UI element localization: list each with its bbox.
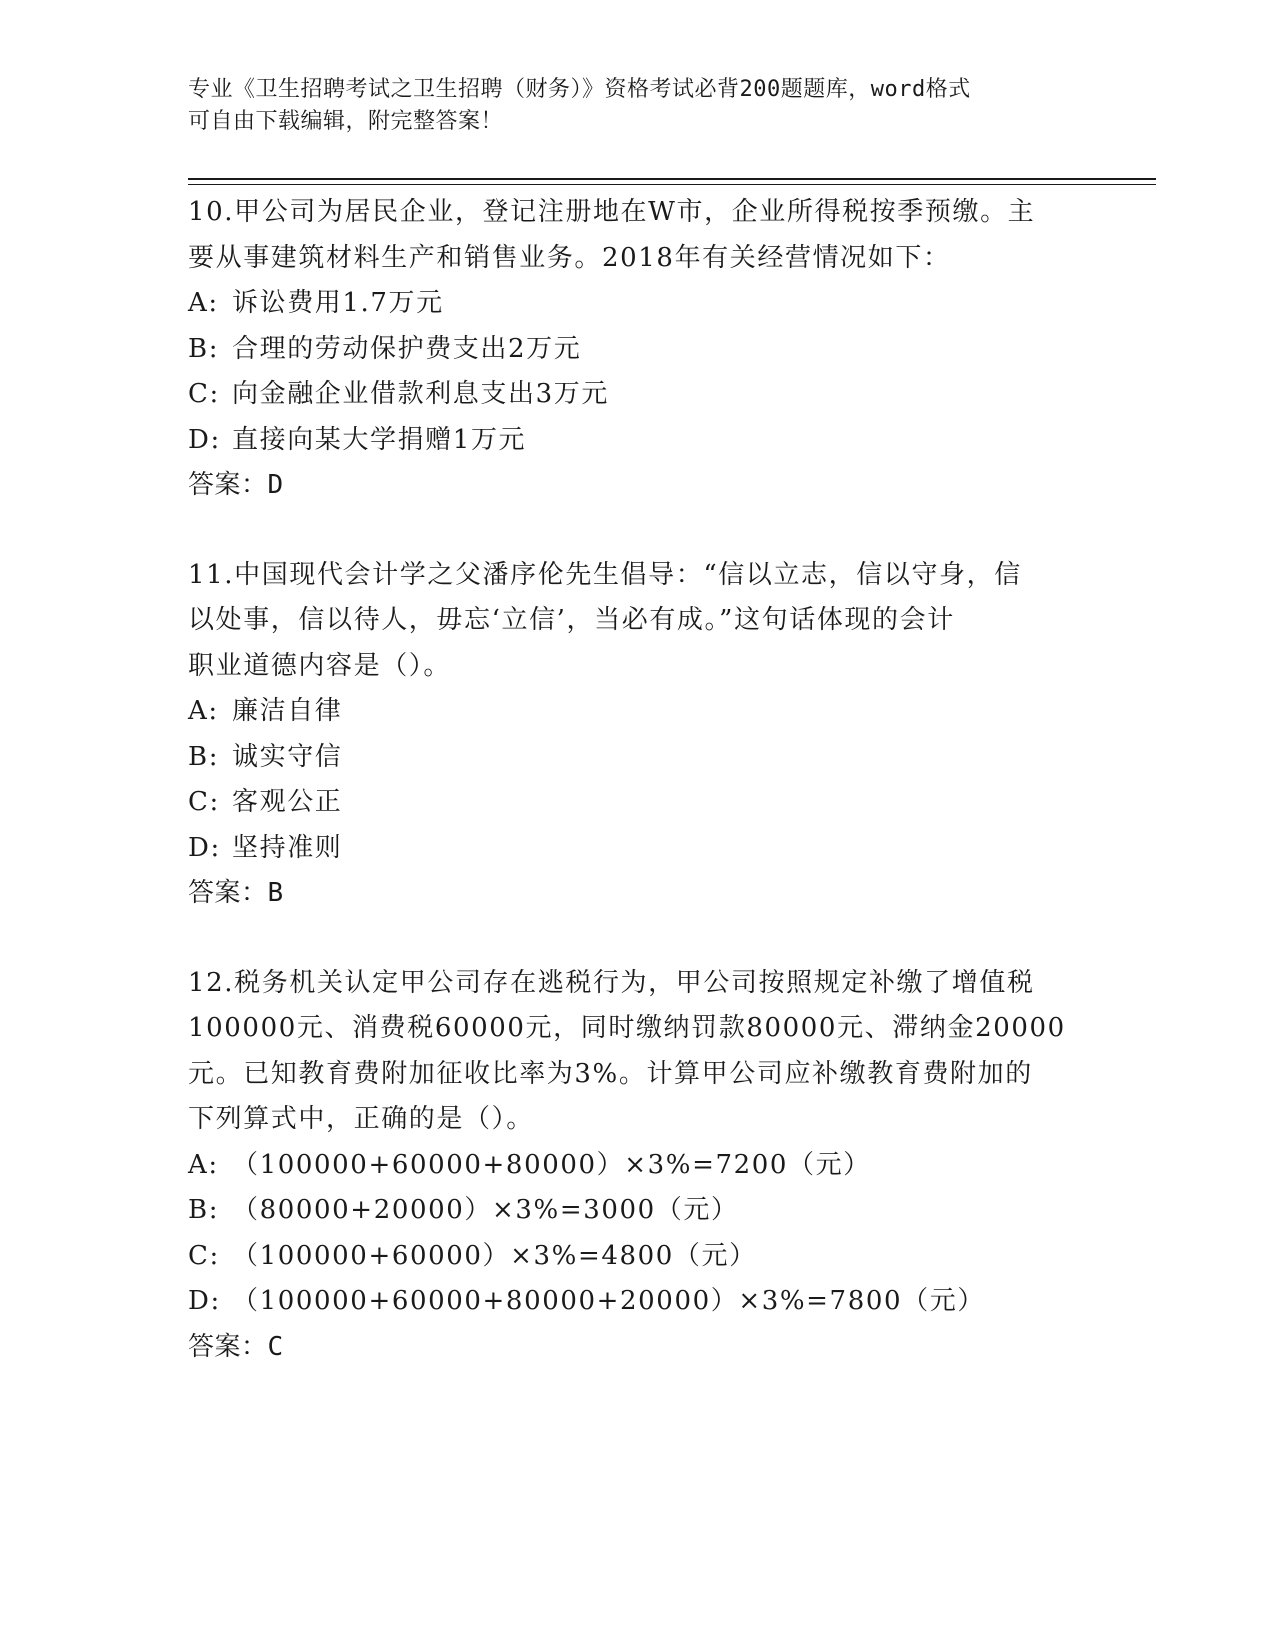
question-stem-line: 10.甲公司为居民企业，登记注册地在W市，企业所得税按季预缴。主	[188, 197, 1036, 227]
question-stem-line: 职业道德内容是（）。	[188, 650, 452, 681]
option-letter: C:	[188, 1240, 220, 1271]
question-10	[188, 190, 1088, 509]
question-stem-line: 要从事建筑材料生产和销售业务。2018年有关经营情况如下：	[188, 242, 951, 273]
option-letter: D:	[188, 1286, 221, 1316]
option-text: 合理的劳动保护费支出2万元	[232, 333, 582, 364]
question-stem-line: 12.税务机关认定甲公司存在逃税行为，甲公司按照规定补缴了增值税	[188, 967, 1035, 998]
option-a	[188, 1143, 1088, 1189]
question-12	[188, 961, 1088, 1371]
question-stem-line: 100000元、消费税60000元，同时缴纳罚款80000元、滞纳金20000	[188, 1013, 1066, 1043]
option-letter: B:	[188, 1195, 220, 1225]
option-c	[188, 372, 1088, 418]
option-text: （100000+60000+80000）×3%=7200（元）	[232, 1149, 871, 1180]
option-text: 诚实守信	[232, 741, 343, 772]
option-letter: A:	[188, 1149, 219, 1180]
option-letter: D:	[188, 832, 221, 863]
header-divider-thick	[188, 178, 1156, 180]
option-d	[188, 1279, 1088, 1325]
question-11	[188, 553, 1088, 917]
option-d	[188, 826, 1088, 872]
option-letter: B:	[188, 741, 220, 772]
option-letter: C:	[188, 787, 220, 817]
option-text: 诉讼费用1.7万元	[232, 288, 444, 318]
header-line-1: 专业《卫生招聘考试之卫生招聘（财务）》资格考试必背200题题库，word格式	[188, 77, 971, 102]
option-letter: C:	[188, 379, 220, 409]
option-b	[188, 735, 1088, 781]
option-d	[188, 418, 1088, 464]
question-stem-line: 下列算式中，正确的是（）。	[188, 1104, 534, 1134]
option-letter: D:	[188, 424, 221, 455]
answer-line: 答案：C	[188, 1331, 284, 1362]
option-text: 坚持准则	[232, 832, 343, 863]
option-text: （80000+20000）×3%=3000（元）	[232, 1195, 739, 1225]
answer-line: 答案：B	[188, 878, 284, 908]
option-text: 向金融企业借款利息支出3万元	[232, 379, 609, 409]
question-stem-line: 11.中国现代会计学之父潘序伦先生倡导：“信以立志，信以守身，信	[188, 559, 1022, 590]
option-letter: A:	[188, 696, 219, 726]
option-b	[188, 327, 1088, 373]
option-letter: B:	[188, 333, 220, 364]
question-list	[188, 190, 1088, 1414]
answer-line: 答案：D	[188, 470, 284, 500]
option-text: （100000+60000+80000+20000）×3%=7800（元）	[232, 1286, 985, 1316]
header-line-2: 可自由下载编辑，附完整答案！	[188, 109, 504, 134]
option-c	[188, 1234, 1088, 1280]
header-divider-thin	[188, 184, 1156, 185]
option-letter: A:	[188, 288, 219, 318]
option-c	[188, 780, 1088, 826]
option-b	[188, 1188, 1088, 1234]
option-a	[188, 281, 1088, 327]
document-header	[188, 74, 1088, 138]
option-a	[188, 689, 1088, 735]
option-text: （100000+60000）×3%=4800（元）	[232, 1240, 757, 1271]
option-text: 廉洁自律	[232, 696, 343, 726]
question-stem-line: 元。已知教育费附加征收比率为3%。计算甲公司应补缴教育费附加的	[188, 1058, 1033, 1089]
option-text: 客观公正	[232, 787, 343, 817]
question-stem-line: 以处事，信以待人，毋忘‘立信’，当必有成。”这句话体现的会计	[188, 605, 955, 635]
option-text: 直接向某大学捐赠1万元	[232, 424, 527, 455]
